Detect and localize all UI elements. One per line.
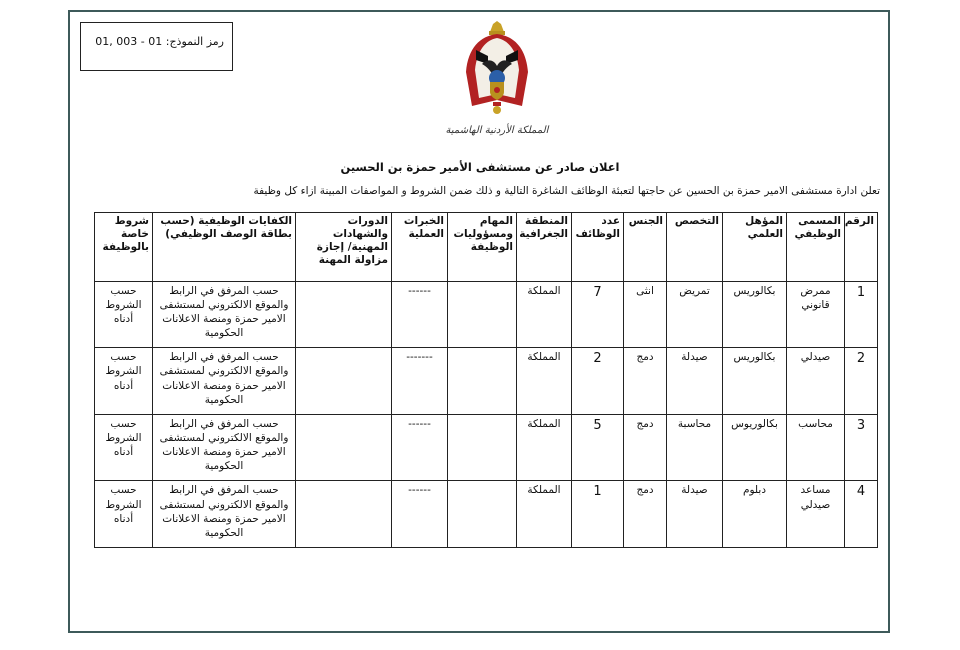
cell-vacancies-count: 5: [572, 414, 624, 481]
header-qualification: المؤهل العلمي: [723, 213, 787, 282]
cell-experience: ------: [392, 414, 448, 481]
header-specialization: التخصص: [667, 213, 723, 282]
cell-specialization: صيدلة: [667, 481, 723, 548]
header-special-conditions: شروط خاصة بالوظيفة: [95, 213, 153, 282]
table-row: [95, 348, 878, 415]
cell-competencies: حسب المرفق في الرابط والموقع الالكتروني لمستشفى الامير حمزة ومنصة الاعلانات الحكومية: [153, 414, 296, 481]
cell-region: المملكة: [517, 481, 572, 548]
cell-number: 4: [845, 481, 878, 548]
header-courses-certificates: الدورات والشهادات المهنية/ إجازة مزاولة المهنة: [296, 213, 392, 282]
form-code-label: رمز النموذج:: [165, 35, 224, 48]
header-number: الرقم: [845, 213, 878, 282]
cell-competencies: حسب المرفق في الرابط والموقع الالكتروني لمستشفى الامير حمزة ومنصة الاعلانات الحكومية: [153, 481, 296, 548]
cell-special-conditions: حسب الشروط أدناه: [95, 414, 153, 481]
cell-specialization: تمريض: [667, 281, 723, 348]
cell-experience: -------: [392, 348, 448, 415]
cell-duties: [448, 414, 517, 481]
cell-vacancies-count: 2: [572, 348, 624, 415]
cell-courses-certificates: [296, 348, 392, 415]
cell-number: 3: [845, 414, 878, 481]
form-code-value: 01, 003 - 01: [95, 35, 163, 48]
header-job-title: المسمى الوظيفي: [787, 213, 845, 282]
cell-region: المملكة: [517, 414, 572, 481]
cell-gender: دمج: [624, 414, 667, 481]
cell-special-conditions: حسب الشروط أدناه: [95, 481, 153, 548]
cell-gender: انثى: [624, 281, 667, 348]
header-experience: الخبرات العملية: [392, 213, 448, 282]
cell-job-title: صيدلي: [787, 348, 845, 415]
cell-region: المملكة: [517, 348, 572, 415]
table-row: [95, 281, 878, 348]
cell-job-title: ممرض قانوني: [787, 281, 845, 348]
cell-duties: [448, 281, 517, 348]
cell-job-title: مساعد صيدلي: [787, 481, 845, 548]
cell-courses-certificates: [296, 414, 392, 481]
cell-gender: دمج: [624, 348, 667, 415]
cell-experience: ------: [392, 281, 448, 348]
cell-competencies: حسب المرفق في الرابط والموقع الالكتروني لمستشفى الامير حمزة ومنصة الاعلانات الحكومية: [153, 281, 296, 348]
header-duties: المهام ومسؤوليات الوظيفة: [448, 213, 517, 282]
cell-duties: [448, 481, 517, 548]
cell-number: 1: [845, 281, 878, 348]
cell-qualification: بكالوريوس: [723, 414, 787, 481]
header-vacancies-count: عدد الوظائف: [572, 213, 624, 282]
table-header-row: [95, 213, 878, 282]
cell-qualification: بكالوريس: [723, 348, 787, 415]
cell-qualification: بكالوريس: [723, 281, 787, 348]
kingdom-caption: المملكة الأردنية الهاشمية: [445, 125, 549, 136]
cell-special-conditions: حسب الشروط أدناه: [95, 348, 153, 415]
jordan-coat-of-arms-icon: [460, 20, 534, 116]
cell-competencies: حسب المرفق في الرابط والموقع الالكتروني لمستشفى الامير حمزة ومنصة الاعلانات الحكومية: [153, 348, 296, 415]
vacancies-table: [94, 212, 878, 548]
cell-specialization: صيدلة: [667, 348, 723, 415]
cell-experience: ------: [392, 481, 448, 548]
cell-gender: دمج: [624, 481, 667, 548]
announcement-intro: تعلن ادارة مستشفى الامير حمزة بن الحسين عن حاجتها لتعبئة الوظائف الشاغرة التالية و ذلك ضمن الشروط و المواصفات المبينة ازاء كل وظيفة: [253, 185, 880, 197]
form-code-box: [80, 22, 233, 71]
announcement-title: اعلان صادر عن مستشفى الأمير حمزة بن الحسين: [340, 160, 620, 174]
cell-job-title: محاسب: [787, 414, 845, 481]
header-gender: الجنس: [624, 213, 667, 282]
cell-qualification: دبلوم: [723, 481, 787, 548]
cell-region: المملكة: [517, 281, 572, 348]
cell-specialization: محاسبة: [667, 414, 723, 481]
table-row: [95, 414, 878, 481]
cell-duties: [448, 348, 517, 415]
cell-special-conditions: حسب الشروط أدناه: [95, 281, 153, 348]
cell-courses-certificates: [296, 481, 392, 548]
cell-vacancies-count: 1: [572, 481, 624, 548]
header-competencies: الكفايات الوظيفية (حسب بطاقة الوصف الوظيفي): [153, 213, 296, 282]
cell-courses-certificates: [296, 281, 392, 348]
table-row: [95, 481, 878, 548]
header-region: المنطقة الجغرافية: [517, 213, 572, 282]
cell-vacancies-count: 7: [572, 281, 624, 348]
cell-number: 2: [845, 348, 878, 415]
